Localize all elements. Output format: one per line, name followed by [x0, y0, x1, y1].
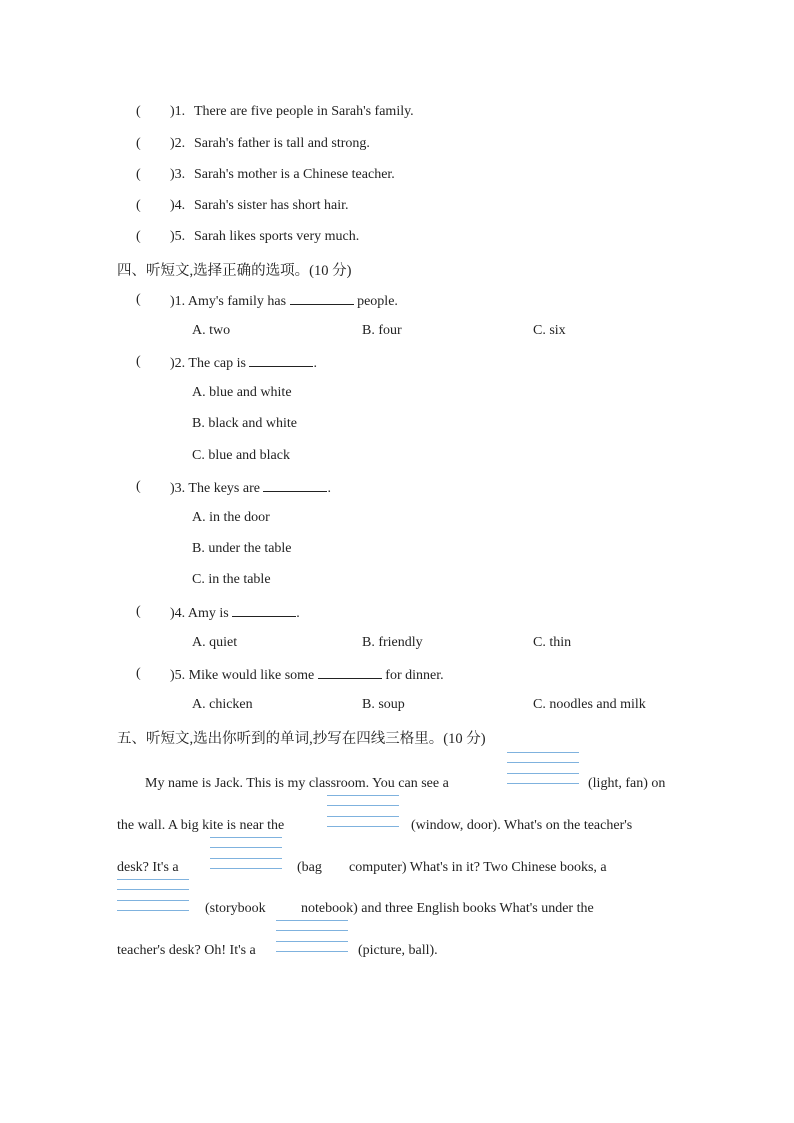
option-a[interactable]: A. quiet [192, 635, 238, 650]
passage-text: (window, door). What's on the teacher's [411, 818, 633, 833]
option-a[interactable]: A. chicken [192, 697, 253, 712]
section4-heading: 四、听短文,选择正确的选项。(10 分) [117, 263, 352, 279]
question-text: The keys are [188, 481, 260, 496]
option-c[interactable]: C. in the table [192, 572, 271, 587]
four-line-grid[interactable] [327, 795, 399, 827]
four-line-grid[interactable] [276, 920, 348, 952]
passage-text: teacher's desk? Oh! It's a [117, 943, 256, 958]
question-number: )2. [170, 356, 186, 371]
option-b[interactable]: B. black and white [192, 416, 297, 431]
option-a[interactable]: A. two [192, 323, 231, 338]
passage-text: (picture, ball). [358, 943, 438, 958]
answer-bracket[interactable]: ( [136, 292, 141, 307]
fill-blank[interactable] [263, 479, 327, 492]
answer-bracket[interactable]: ( [136, 354, 141, 369]
question-stem [170, 292, 398, 310]
question-stem [170, 354, 317, 372]
passage-text: (storybook [205, 901, 266, 916]
option-a[interactable]: A. blue and white [192, 385, 292, 400]
question-number: )4. [170, 606, 186, 621]
question-text-end: . [296, 606, 300, 621]
four-line-grid[interactable] [210, 837, 282, 869]
option-b[interactable]: B. under the table [192, 541, 292, 556]
option-c[interactable]: C. noodles and milk [533, 697, 646, 712]
question-number: )3. [170, 481, 186, 496]
question-text-end: . [313, 356, 317, 371]
question-text: Amy's family has [187, 294, 287, 309]
fill-blank[interactable] [232, 604, 296, 617]
answer-bracket[interactable]: ( [136, 479, 141, 494]
question-stem [170, 666, 444, 684]
item-number: )5. [170, 229, 186, 244]
item-text: There are five people in Sarah's family. [194, 104, 414, 119]
option-c[interactable]: C. blue and black [192, 448, 290, 463]
question-number: )5. [170, 668, 186, 683]
answer-bracket[interactable]: ( [136, 666, 141, 681]
question-text: Mike would like some [188, 668, 315, 683]
item-number: )1. [170, 104, 186, 119]
option-c[interactable]: C. six [533, 323, 566, 338]
option-b[interactable]: B. friendly [362, 635, 423, 650]
question-number: )1. [170, 294, 186, 309]
fill-blank[interactable] [249, 354, 313, 367]
item-number: )3. [170, 167, 186, 182]
passage-text: the wall. A big kite is near the [117, 818, 285, 833]
passage-text: notebook) and three English books What's under the [301, 901, 594, 916]
fill-blank[interactable] [290, 292, 354, 305]
option-b[interactable]: B. four [362, 323, 402, 338]
question-stem [170, 604, 300, 622]
four-line-grid[interactable] [507, 752, 579, 784]
item-text: Sarah's mother is a Chinese teacher. [194, 167, 395, 182]
section5-heading: 五、听短文,选出你听到的单词,抄写在四线三格里。(10 分) [117, 731, 486, 747]
item-text: Sarah's father is tall and strong. [194, 136, 370, 151]
item-number: )4. [170, 198, 186, 213]
passage-text: (light, fan) on [588, 776, 666, 791]
fill-blank[interactable] [318, 666, 382, 679]
option-a[interactable]: A. in the door [192, 510, 270, 525]
four-line-grid[interactable] [117, 879, 189, 911]
item-text: Sarah likes sports very much. [194, 229, 360, 244]
question-text: Amy is [187, 606, 229, 621]
option-c[interactable]: C. thin [533, 635, 572, 650]
question-stem [170, 479, 331, 497]
passage-text: My name is Jack. This is my classroom. You can see a [145, 776, 449, 791]
answer-bracket[interactable]: ( [136, 604, 141, 619]
item-number: )2. [170, 136, 186, 151]
passage-text: desk? It's a [117, 860, 179, 875]
item-text: Sarah's sister has short hair. [194, 198, 349, 213]
option-b[interactable]: B. soup [362, 697, 405, 712]
passage-text: computer) What's in it? Two Chinese books, a [349, 860, 607, 875]
question-text-end: for dinner. [385, 668, 444, 683]
question-text-end: . [327, 481, 331, 496]
question-text: The cap is [188, 356, 246, 371]
question-text-end: people. [357, 294, 398, 309]
passage-text: (bag [297, 860, 322, 875]
